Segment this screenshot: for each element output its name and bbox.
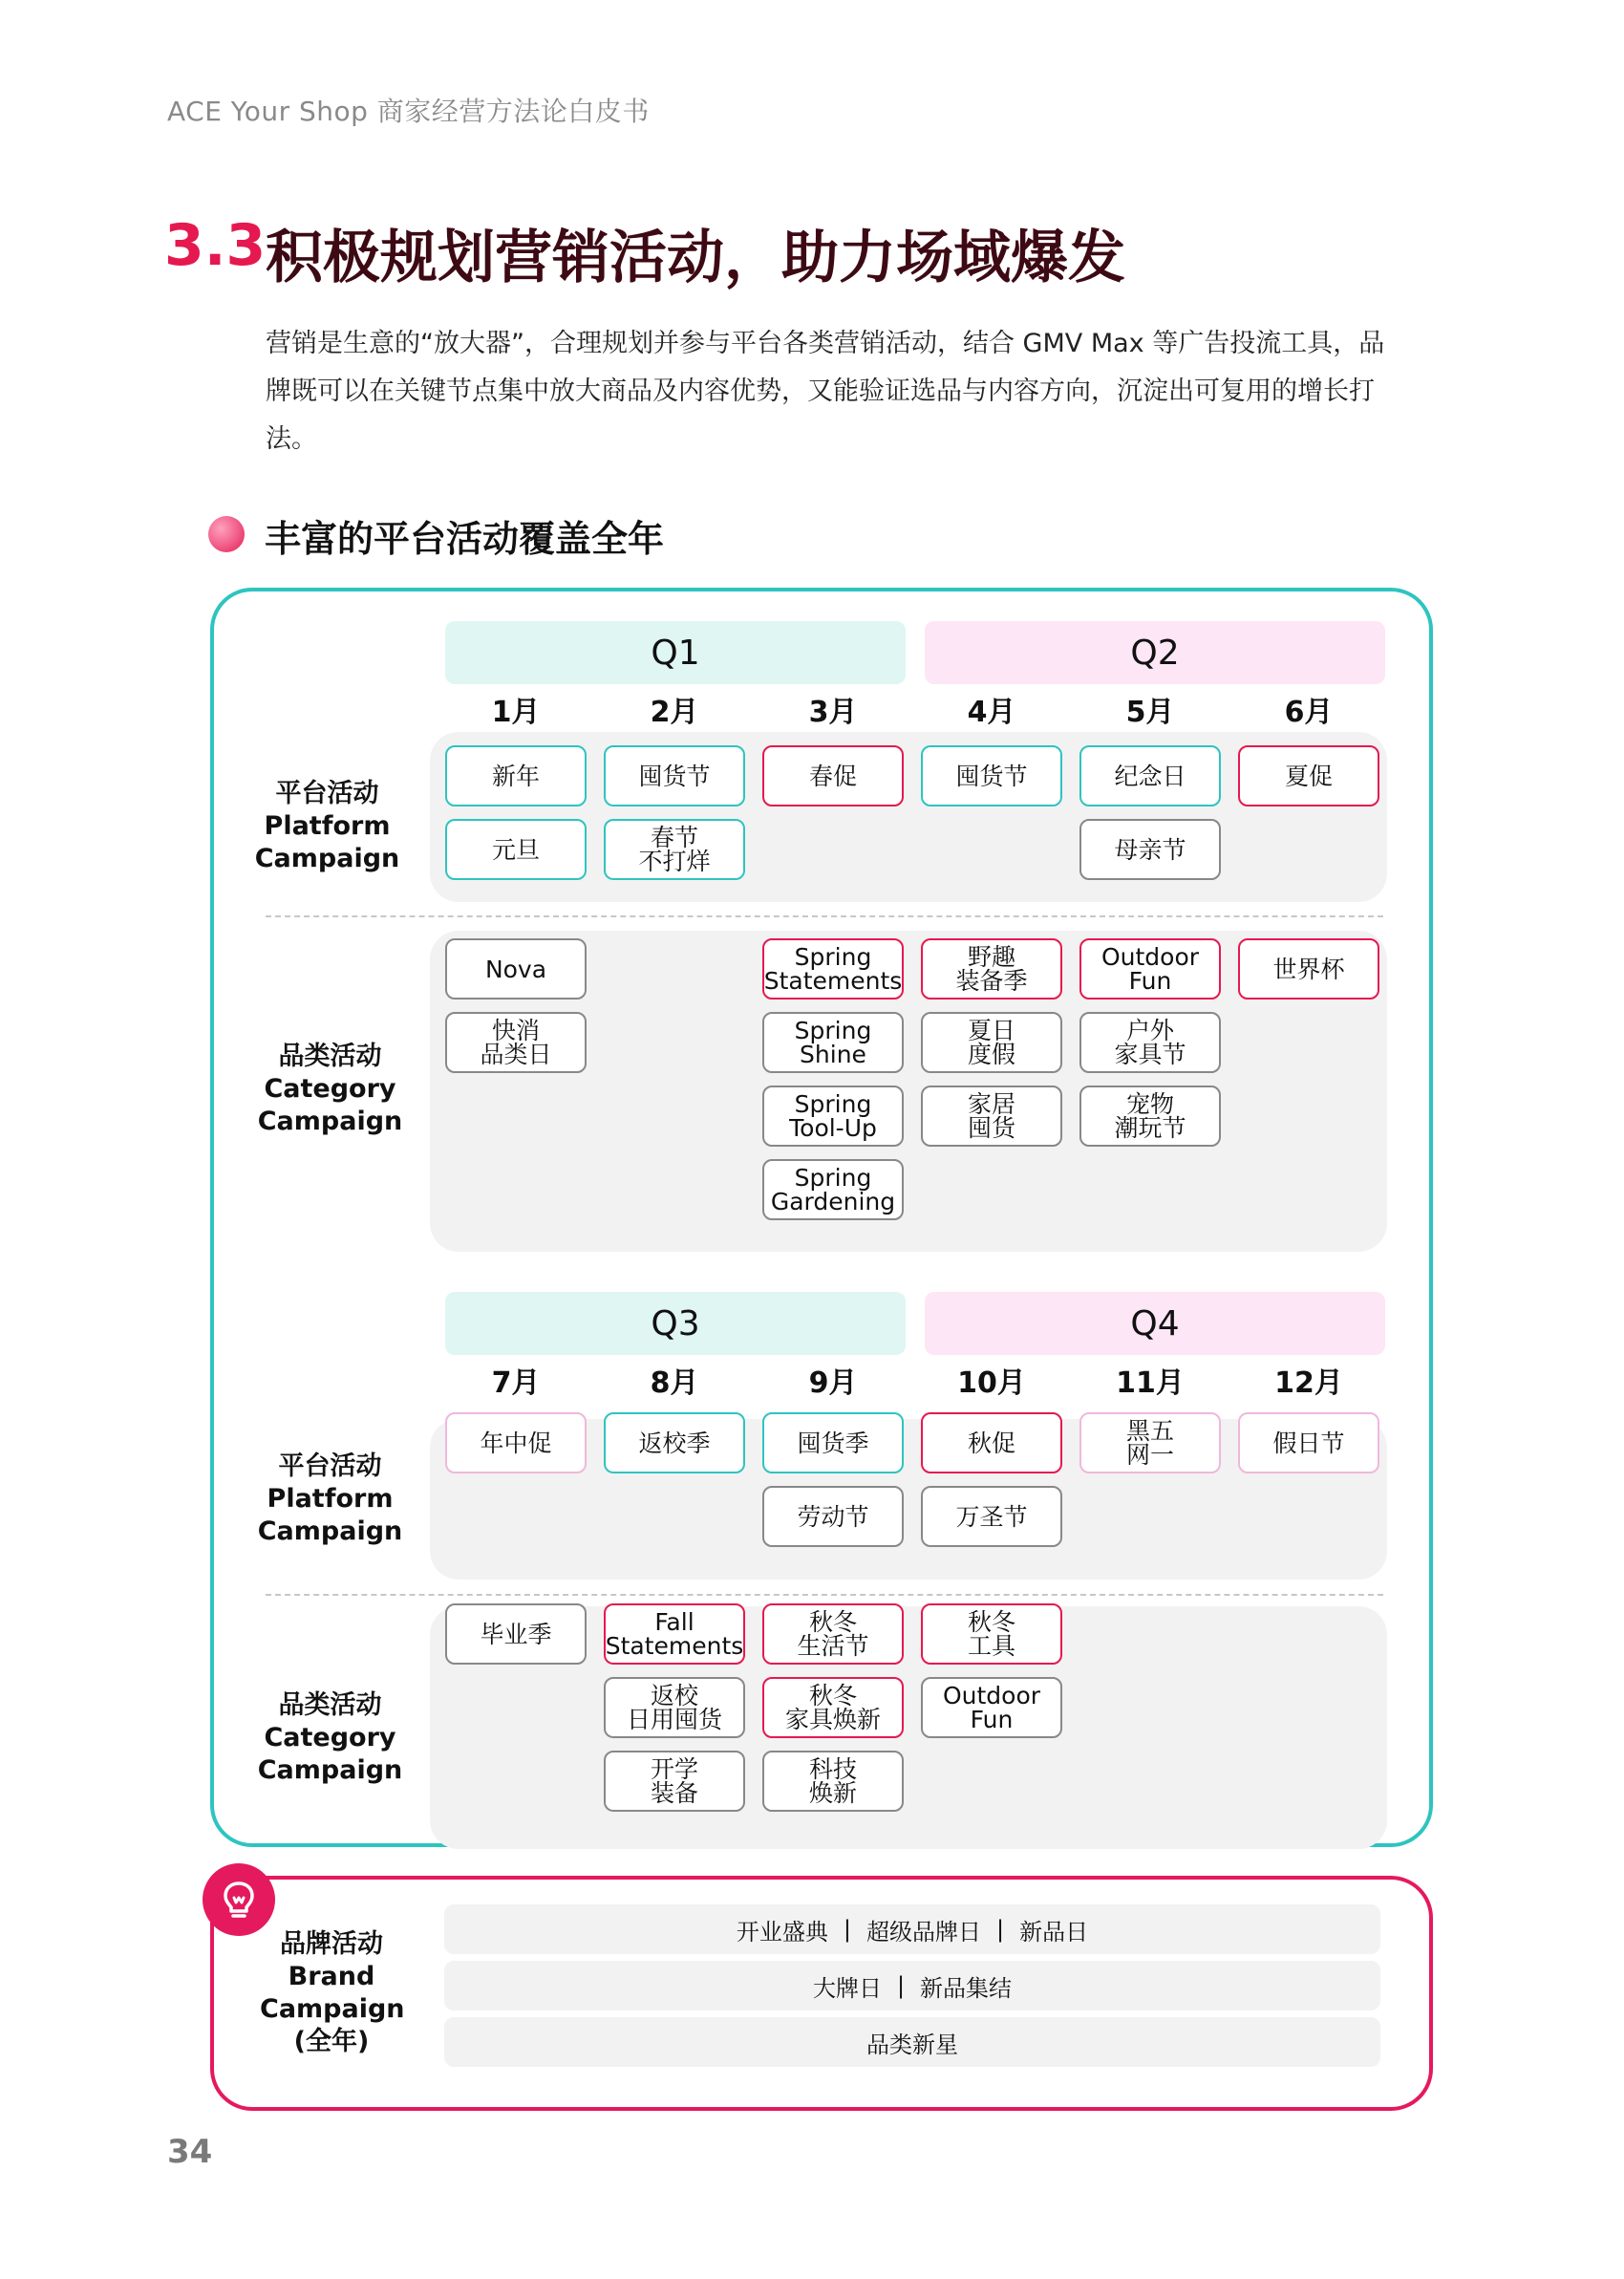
platform-campaign-tag: 秋促 (921, 1412, 1062, 1473)
month-label: 6月 (1284, 696, 1334, 729)
category-campaign-tag: Fall Statements (604, 1603, 745, 1665)
quarter-bar-q4: Q4 (925, 1292, 1385, 1355)
platform-campaign-tag: 纪念日 (1079, 745, 1221, 806)
brand-campaign-row (444, 1904, 1380, 1954)
category-campaign-tag: 开学 装备 (604, 1751, 745, 1812)
category-campaign-tag: Outdoor Fun (921, 1677, 1062, 1738)
document-title: ACE Your Shop 商家经营方法论白皮书 (167, 96, 650, 127)
month-label: 12月 (1274, 1366, 1343, 1400)
category-campaign-tag: 家居 囤货 (921, 1086, 1062, 1147)
month-label: 8月 (650, 1366, 699, 1400)
quarter-bar-q1: Q1 (445, 621, 906, 684)
platform-campaign-tag: 黑五 网一 (1079, 1412, 1221, 1473)
month-label: 2月 (650, 696, 699, 729)
category-campaign-tag: 世界杯 (1238, 938, 1379, 1000)
category-label-h2: 品类活动 Category Campaign (257, 1690, 403, 1785)
month-label: 3月 (808, 696, 858, 729)
category-campaign-tag: 毕业季 (445, 1603, 587, 1665)
category-label-h1: 品类活动 Category Campaign (257, 1042, 403, 1136)
section-title: 积极规划营销活动，助力场域爆发 (266, 225, 1125, 291)
brand-campaign-item: 开业盛典 (736, 1918, 828, 1946)
section-intro: 营销是生意的“放大器”，合理规划并参与平台各类营销活动，结合 GMV Max 等广告投流工具，品牌既可以在关键节点集中放大商品及内容优势，又能验证选品与内容方向，沉淀出可复用的增长打法。 (266, 329, 1385, 454)
category-campaign-tag: Nova (445, 938, 587, 1000)
platform-campaign-tag: 囤货季 (762, 1412, 904, 1473)
brand-campaign-row (444, 1961, 1380, 2010)
month-label: 1月 (491, 696, 541, 729)
month-label: 9月 (808, 1366, 858, 1400)
separator: | (896, 1972, 906, 1999)
category-campaign-tag: 宠物 潮玩节 (1079, 1086, 1221, 1147)
platform-campaign-tag: 元旦 (445, 819, 587, 880)
month-label: 11月 (1116, 1366, 1185, 1400)
category-campaign-tag: 野趣 装备季 (921, 938, 1062, 1000)
platform-campaign-tag: 年中促 (445, 1412, 587, 1473)
gradient-dot-icon (208, 516, 245, 552)
platform-campaign-tag: 劳动节 (762, 1486, 904, 1547)
category-campaign-tag: 科技 焕新 (762, 1751, 904, 1812)
platform-campaign-tag: 假日节 (1238, 1412, 1379, 1473)
category-campaign-tag: Spring Gardening (762, 1159, 904, 1220)
platform-campaign-tag: 囤货节 (604, 745, 745, 806)
platform-campaign-tag: 万圣节 (921, 1486, 1062, 1547)
brand-campaign-item: 超级品牌日 (866, 1918, 981, 1946)
platform-campaign-tag: 返校季 (604, 1412, 745, 1473)
platform-campaign-tag: 囤货节 (921, 745, 1062, 806)
brand-campaign-item: 品类新星 (866, 2031, 958, 2058)
month-label: 5月 (1125, 696, 1175, 729)
page-number: 34 (167, 2133, 213, 2171)
brand-campaign-item: 新品集结 (920, 1974, 1013, 2002)
lightbulb-icon (203, 1863, 275, 1936)
separator: | (843, 1916, 851, 1943)
platform-campaign-tag: 夏促 (1238, 745, 1379, 806)
month-label: 10月 (957, 1366, 1026, 1400)
section-number: 3.3 (164, 212, 267, 279)
category-campaign-tag: Outdoor Fun (1079, 938, 1221, 1000)
brand-campaign-label: 品牌活动 Brand Campaign (全年) (260, 1929, 405, 2056)
divider-h1 (266, 915, 1383, 917)
category-campaign-tag: Spring Tool-Up (762, 1086, 904, 1147)
quarter-bar-q3: Q3 (445, 1292, 906, 1355)
category-campaign-tag: 返校 日用囤货 (604, 1677, 745, 1738)
month-label: 4月 (967, 696, 1016, 729)
category-campaign-tag: Spring Shine (762, 1012, 904, 1073)
divider-h2 (266, 1594, 1383, 1596)
brand-campaign-item: 新品日 (1019, 1918, 1089, 1946)
category-campaign-tag: 秋冬 家具焕新 (762, 1677, 904, 1738)
category-campaign-tag: 秋冬 工具 (921, 1603, 1062, 1665)
category-campaign-tag: 户外 家具节 (1079, 1012, 1221, 1073)
category-campaign-tag: 秋冬 生活节 (762, 1603, 904, 1665)
brand-campaign-row (444, 2017, 1380, 2067)
brand-campaign-item: 大牌日 (812, 1974, 882, 2002)
separator: | (996, 1916, 1005, 1943)
platform-label-h1: 平台活动 Platform Campaign (254, 779, 400, 873)
platform-campaign-tag: 春节 不打烊 (604, 819, 745, 880)
category-campaign-tag: Spring Statements (762, 938, 904, 1000)
month-label: 7月 (491, 1366, 541, 1400)
platform-label-h2: 平台活动 Platform Campaign (257, 1451, 403, 1546)
platform-campaign-tag: 新年 (445, 745, 587, 806)
platform-campaign-tag: 春促 (762, 745, 904, 806)
category-campaign-tag: 快消 品类日 (445, 1012, 587, 1073)
quarter-bar-q2: Q2 (925, 621, 1385, 684)
subsection-title: 丰富的平台活动覆盖全年 (265, 518, 665, 560)
platform-campaign-tag: 母亲节 (1079, 819, 1221, 880)
category-campaign-tag: 夏日 度假 (921, 1012, 1062, 1073)
